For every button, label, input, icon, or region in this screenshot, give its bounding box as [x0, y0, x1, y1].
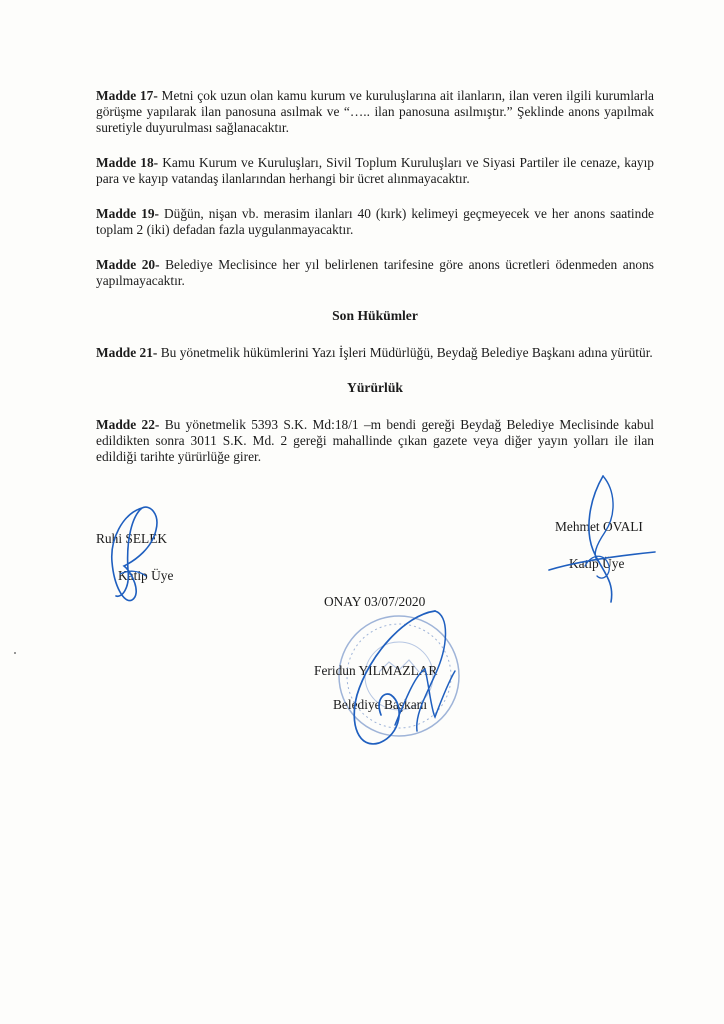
document-body — [96, 88, 654, 484]
article-17 — [96, 88, 654, 136]
section-heading-effective-date: Yürürlük — [347, 380, 403, 395]
article-text: Kamu Kurum ve Kuruluşları, Sivil Toplum Kuruluşları ve Siyasi Partiler ile cenaze, kayıp para ve kayıp vatandaş ilanlarından herhangi bir ücret alınmayacaktır. — [96, 155, 654, 186]
approval-date: ONAY 03/07/2020 — [324, 594, 426, 609]
signature-right — [545, 470, 660, 610]
article-number: Madde 19- — [96, 206, 159, 221]
article-number: Madde 21- — [96, 345, 158, 360]
section-heading-final-provisions: Son Hükümler — [332, 308, 418, 323]
signatory-role: Belediye Başkanı — [333, 697, 428, 712]
signature-mayor — [345, 605, 465, 755]
article-text: Belediye Meclisince her yıl belirlenen tarifesine göre anons ücretleri ödenmeden anons yapılmayacaktır. — [96, 257, 654, 288]
signatory-name: Feridun YILMAZLAR — [314, 663, 438, 678]
article-text: Bu yönetmelik hükümlerini Yazı İşleri Müdürlüğü, Beydağ Belediye Başkanı adına yürütür. — [160, 345, 653, 360]
scan-speck — [14, 652, 16, 654]
signatory-name: Mehmet OVALI — [555, 519, 643, 534]
article-number: Madde 18- — [96, 155, 159, 170]
article-text: Metni çok uzun olan kamu kurum ve kuruluşlarına ait ilanların, ilan veren ilgili kurumlarla görüşme yapılarak ilan panosuna asılmak ve “….. ilan panosuna asılmıştır.” Şeklinde anons yapılmak suretiyle duyurulması sağlanacaktır. — [96, 88, 654, 135]
article-number: Madde 20- — [96, 257, 160, 272]
article-number: Madde 22- — [96, 417, 160, 432]
signatory-role: Katip Üye — [118, 568, 174, 583]
article-text: Bu yönetmelik 5393 S.K. Md:18/1 –m bendi gereği Beydağ Belediye Meclisinde kabul edildikten sonra 3011 S.K. Md. 2 gereği mahallinde çıkan gazete veya diğer yayın yolları ile ilan edildiği tarihte yürürlüğe girer. — [96, 417, 655, 464]
signatory-role: Katip Üye — [569, 556, 625, 571]
article-text: Düğün, nişan vb. merasim ilanları 40 (kırk) kelimeyi geçmeyecek ve her anons saatinde toplam 2 (iki) defadan fazla uygulanmayacaktır. — [96, 206, 654, 237]
article-18 — [96, 155, 654, 187]
signatory-name: Ruhi SELEK — [96, 531, 168, 546]
signature-left — [102, 500, 172, 610]
article-number: Madde 17- — [96, 88, 158, 103]
article-19 — [96, 206, 654, 238]
article-21 — [96, 345, 654, 361]
article-20 — [96, 257, 654, 289]
article-22 — [96, 417, 654, 465]
